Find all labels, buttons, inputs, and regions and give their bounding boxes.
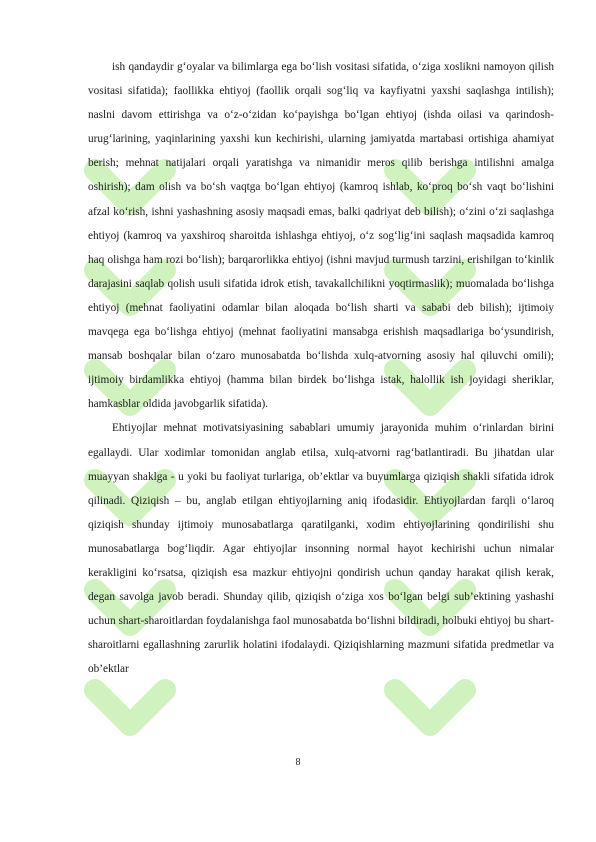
- page-number: 8: [295, 757, 301, 768]
- paragraph: Ehtiyojlar mehnat motivatsiyasining sabablari umumiy jarayonida muhim o‘rinlardan birini egallaydi. Ular xodimlar tomonidan anglab etilsa, xulq-atvorni rag‘batlantiradi. Bu jihatdan ular muayyan shaklga - u yoki bu faoliyat turlariga, ob’ektlar va buyumlarga qiziqish shakli sifatida idrok qilinadi. Qiziqish – bu, anglab etilgan ehtiyojlarning aniq ifodasidir. Ehtiyojlardan farqli o‘laroq qiziqish shunday ijtimoiy munosabatlarga qaratilganki, xodim ehtiyojlarining qondirilishi shu munosabatlarga bog‘liqdir. Agar ehtiyojlar insonning normal hayot kechirishi uchun nimalar kerakligini ko‘rsatsa, qiziqish esa mazkur ehtiyojni qondirish uchun qanday harakat qilish kerak, degan savolga javob beradi. Shunday qilib, qiziqish o‘ziga xos bo‘lgan belgi sub’ektining yashashi uchun shart-sharoitlardan foydalanishga faol munosabatda bo‘lishni bildiradi, holbuki ehtiyoj bu shart-sharoitlarni egallashning zarurlik holatini ifodalaydi. Qiziqishlarning mazmuni sifatida predmetlar va ob’ektlar: [88, 422, 554, 676]
- paragraph: ish qandaydir g‘oyalar va bilimlarga ega bo‘lish vositasi sifatida, o‘ziga xoslikni namoyon qilish vositasi sifatida); faollikka ehtiyoj (faollik orqali sog‘liq va kayfiyatni yaxshi saqlashga intilish); naslni davom ettirishga va o‘z-o‘zidan ko‘payishga bo‘lgan ehtiyoj (ishda oilasi va qarindosh-urug‘larining, yaqinlarining yaxshi kun kechirishi, ularning jamiyatda martabasi ortishiga ahamiyat berish; mehnat natijalari orqali yaratishga va nimanidir meros qilib berishga intilishni amalga oshirish); dam olish va bo‘sh vaqtga bo‘lgan ehtiyoj (kamroq ishlab, ko‘proq bo‘sh vaqt bo‘lishini afzal ko‘rish, ishni yashashning asosiy maqsadi emas, balki qadriyat deb bilish); o‘zini o‘zi saqlashga ehtiyoj (kamroq va yaxshiroq sharoitda ishlashga ehtiyoj, o‘z sog‘lig‘ini saqlash maqsadida kamroq haq olishga ham rozi bo‘lish); barqarorlikka ehtiyoj (ishni mavjud turmush tarzini, erishilgan to‘kinlik darajasini saqlab qolish usuli sifatida idrok etish, tavakallchilikni yoqtirmaslik); muomalada bo‘lishga ehtiyoj (mehnat faoliyatini odamlar bilan aloqada bo‘lish sharti va sababi deb bilish); ijtimoiy mavqega ega bo‘lishga ehtiyoj (mehnat faoliyatini mansabga erishish maqsadlariga bo‘ysundirish, mansab boshqalar bilan o‘zaro munosabatda bo‘lishda xulq-atvorning asosiy hal qiluvchi omili); ijtimoiy birdamlikka ehtiyoj (hamma bilan birdek bo‘lishga istak, halollik ish joyidagi sheriklar, hamkasblar oldida javobgarlik sifatida).: [88, 61, 554, 411]
- page-body: [88, 55, 554, 681]
